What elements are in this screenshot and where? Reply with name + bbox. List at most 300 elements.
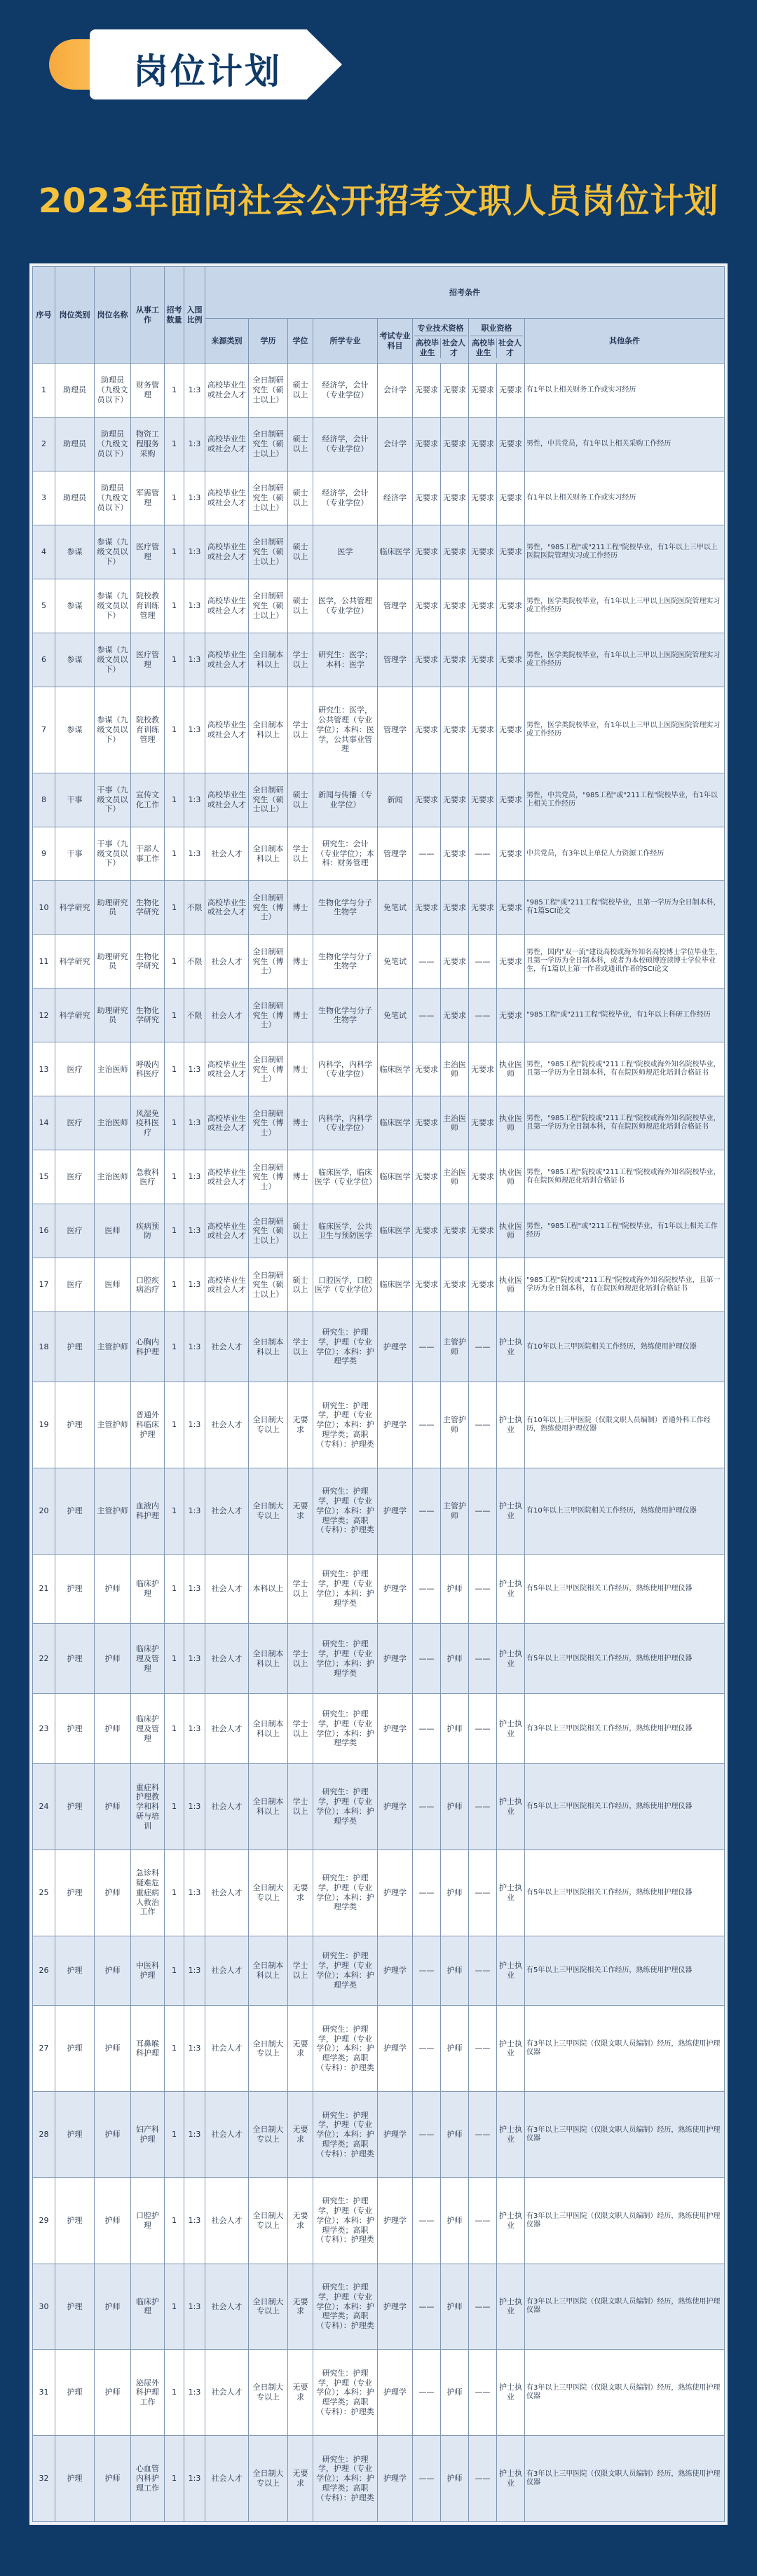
cell-count: 1 xyxy=(165,1096,184,1150)
cell-tech-social: 无要求 xyxy=(441,687,469,773)
cell-exam: 免笔试 xyxy=(378,989,413,1042)
cell-exam: 临床医学 xyxy=(378,1096,413,1150)
header-voc-high: 高校毕业生 xyxy=(470,338,497,358)
cell-education: 全日制研究生（博士） xyxy=(249,1150,288,1204)
cell-name: 主管护师 xyxy=(95,1312,131,1382)
cell-degree: 硕士以上 xyxy=(288,579,313,633)
cell-major: 研究生：护理学，护理（专业学位）；本科：护理学类；高职（专科）：护理类 xyxy=(313,2264,378,2350)
cell-ratio: 1:3 xyxy=(184,1850,205,1936)
cell-voc-high: —— xyxy=(469,1468,497,1554)
cell-voc-high: —— xyxy=(469,1624,497,1694)
cell-exam: 管理学 xyxy=(378,633,413,687)
cell-voc-high: —— xyxy=(469,1694,497,1764)
cell-tech-high: 无要求 xyxy=(413,417,441,471)
cell-exam: 管理学 xyxy=(378,687,413,773)
cell-source: 社会人才 xyxy=(205,2006,249,2092)
cell-work: 物资工程服务采购 xyxy=(131,417,165,471)
cell-count: 1 xyxy=(165,1850,184,1936)
cell-voc-high: —— xyxy=(469,1764,497,1850)
cell-name: 护师 xyxy=(95,2436,131,2522)
cell-major: 研究生：护理学，护理（专业学位）；本科：护理学类 xyxy=(313,1312,378,1382)
cell-name: 助理员（九级文员以下） xyxy=(95,471,131,525)
cell-tech-high: 无要求 xyxy=(413,633,441,687)
cell-category: 护理 xyxy=(55,1554,95,1624)
cell-seq: 31 xyxy=(33,2350,55,2436)
cell-source: 社会人才 xyxy=(205,2092,249,2178)
cell-name: 参谋（九级文员以下） xyxy=(95,633,131,687)
cell-work: 生物化学研究 xyxy=(131,881,165,935)
cell-voc-high: —— xyxy=(469,1554,497,1624)
cell-degree: 学士以上 xyxy=(288,1764,313,1850)
cell-name: 护师 xyxy=(95,2092,131,2178)
cell-category: 护理 xyxy=(55,1312,95,1382)
cell-tech-social: 主管护师 xyxy=(441,1312,469,1382)
cell-major: 研究生：护理学，护理（专业学位）；本科：护理学类 xyxy=(313,1694,378,1764)
cell-other: "985工程"或"211工程"院校毕业，有1年以上科研工作经历 xyxy=(525,989,725,1042)
cell-tech-social: 无要求 xyxy=(441,773,469,827)
cell-work: 心血管内科护理工作 xyxy=(131,2436,165,2522)
cell-degree: 博士 xyxy=(288,1150,313,1204)
cell-seq: 20 xyxy=(33,1468,55,1554)
table-row xyxy=(33,1850,725,1936)
cell-seq: 17 xyxy=(33,1258,55,1312)
cell-work: 生物化学研究 xyxy=(131,989,165,1042)
cell-voc-social: 无要求 xyxy=(497,687,525,773)
cell-work: 临床护理 xyxy=(131,1554,165,1624)
cell-count: 1 xyxy=(165,471,184,525)
cell-voc-social: 护士执业 xyxy=(497,1764,525,1850)
cell-voc-social: 护士执业 xyxy=(497,1694,525,1764)
cell-voc-high: —— xyxy=(469,935,497,989)
cell-ratio: 1:3 xyxy=(184,1312,205,1382)
header-conditions-group: 招考条件 xyxy=(205,267,725,319)
table-row xyxy=(33,579,725,633)
cell-education: 全日制研究生（博士） xyxy=(249,1042,288,1096)
cell-major: 生物化学与分子生物学 xyxy=(313,935,378,989)
cell-degree: 无要求 xyxy=(288,1850,313,1936)
cell-name: 参谋（九级文员以下） xyxy=(95,525,131,579)
cell-other: 男性，国内"双一流"建设高校或海外知名高校博士学位毕业生，且第一学历为全日制本科，或者为本校硕博连读博士学位毕业生，有1篇以上第一作者或通讯作者的SCI论文 xyxy=(525,935,725,989)
cell-voc-high: 无要求 xyxy=(469,579,497,633)
cell-voc-high: 无要求 xyxy=(469,471,497,525)
cell-other: 男性，"985工程"或"211工程"院校毕业，有1年以上三甲以上医院医院管理实习或工作经历 xyxy=(525,525,725,579)
cell-work: 临床护理及管理 xyxy=(131,1624,165,1694)
table-row xyxy=(33,687,725,773)
cell-seq: 10 xyxy=(33,881,55,935)
cell-source: 高校毕业生或社会人才 xyxy=(205,687,249,773)
cell-category: 护理 xyxy=(55,2264,95,2350)
cell-ratio: 1:3 xyxy=(184,773,205,827)
cell-ratio: 不限 xyxy=(184,935,205,989)
cell-category: 助理员 xyxy=(55,417,95,471)
cell-voc-social: 护士执业 xyxy=(497,1312,525,1382)
cell-education: 全日制研究生（硕士以上） xyxy=(249,417,288,471)
cell-voc-social: 无要求 xyxy=(497,881,525,935)
cell-other: 男性，"985工程"院校或"211工程"院校或海外知名院校毕业，且第一学历为全日制本科，有在院医师规范化培训合格证书 xyxy=(525,1096,725,1150)
cell-work: 血液内科护理 xyxy=(131,1468,165,1554)
cell-tech-high: 无要求 xyxy=(413,881,441,935)
cell-ratio: 1:3 xyxy=(184,2177,205,2264)
cell-exam: 护理学 xyxy=(378,1936,413,2006)
cell-exam: 临床医学 xyxy=(378,1204,413,1258)
cell-source: 社会人才 xyxy=(205,1468,249,1554)
cell-category: 医疗 xyxy=(55,1150,95,1204)
cell-other: 男性，医学类院校毕业，有1年以上三甲以上医院医院管理实习或工作经历 xyxy=(525,579,725,633)
cell-voc-social: 护士执业 xyxy=(497,2177,525,2264)
cell-name: 干事（九级文员以下） xyxy=(95,827,131,881)
cell-tech-social: 无要求 xyxy=(441,364,469,418)
cell-source: 社会人才 xyxy=(205,1382,249,1468)
table-row xyxy=(33,989,725,1042)
cell-ratio: 1:3 xyxy=(184,525,205,579)
cell-work: 临床护理 xyxy=(131,2264,165,2350)
cell-voc-social: 护士执业 xyxy=(497,2006,525,2092)
cell-major: 研究生：护理学，护理（专业学位）；本科：护理学类；高职（专科）：护理类 xyxy=(313,1382,378,1468)
table-row xyxy=(33,1042,725,1096)
cell-ratio: 1:3 xyxy=(184,471,205,525)
cell-voc-high: 无要求 xyxy=(469,1204,497,1258)
cell-major: 医学，公共管理（专业学位） xyxy=(313,579,378,633)
cell-degree: 硕士以上 xyxy=(288,417,313,471)
cell-category: 护理 xyxy=(55,2177,95,2264)
cell-voc-social: 无要求 xyxy=(497,935,525,989)
cell-exam: 护理学 xyxy=(378,2177,413,2264)
cell-work: 耳鼻喉科护理 xyxy=(131,2006,165,2092)
cell-degree: 无要求 xyxy=(288,2177,313,2264)
cell-tech-social: 无要求 xyxy=(441,1258,469,1312)
cell-name: 护师 xyxy=(95,1554,131,1624)
cell-tech-social: 无要求 xyxy=(441,579,469,633)
cell-voc-high: —— xyxy=(469,1850,497,1936)
cell-voc-social: 执业医师 xyxy=(497,1150,525,1204)
cell-name: 主治医师 xyxy=(95,1042,131,1096)
cell-ratio: 1:3 xyxy=(184,1694,205,1764)
cell-count: 1 xyxy=(165,417,184,471)
cell-major: 内科学，内科学（专业学位） xyxy=(313,1042,378,1096)
cell-tech-high: 无要求 xyxy=(413,1150,441,1204)
cell-other: 有10年以上三甲医院（仅限文职人员编制）普通外科工作经历，熟练使用护理仪器 xyxy=(525,1382,725,1468)
cell-other: 有3年以上三甲医院（仅限文职人员编制）经历，熟练使用护理仪器 xyxy=(525,2006,725,2092)
header-other: 其他条件 xyxy=(525,319,725,364)
cell-work: 急诊科疑难危重症病人救治工作 xyxy=(131,1850,165,1936)
cell-tech-social: 主治医师 xyxy=(441,1096,469,1150)
cell-exam: 护理学 xyxy=(378,2436,413,2522)
cell-other: 有5年以上三甲医院相关工作经历，熟练使用护理仪器 xyxy=(525,1850,725,1936)
header-voc-group xyxy=(469,319,525,364)
cell-voc-high: 无要求 xyxy=(469,773,497,827)
cell-other: 有5年以上三甲医院相关工作经历，熟练使用护理仪器 xyxy=(525,1624,725,1694)
cell-name: 主治医师 xyxy=(95,1096,131,1150)
cell-ratio: 1:3 xyxy=(184,2092,205,2178)
cell-seq: 28 xyxy=(33,2092,55,2178)
cell-source: 社会人才 xyxy=(205,2264,249,2350)
cell-tech-social: 主管护师 xyxy=(441,1468,469,1554)
cell-tech-social: 无要求 xyxy=(441,935,469,989)
cell-other: 男性，"985工程"或"211工程"院校毕业，有1年以上相关工作经历 xyxy=(525,1204,725,1258)
cell-education: 全日制研究生（硕士以上） xyxy=(249,579,288,633)
cell-voc-high: 无要求 xyxy=(469,881,497,935)
cell-education: 全日制大专以上 xyxy=(249,2092,288,2178)
cell-count: 1 xyxy=(165,1624,184,1694)
cell-other: 中共党员，有3年以上单位人力资源工作经历 xyxy=(525,827,725,881)
cell-category: 干事 xyxy=(55,827,95,881)
cell-count: 1 xyxy=(165,1312,184,1382)
cell-source: 高校毕业生或社会人才 xyxy=(205,1258,249,1312)
header-name: 岗位名称 xyxy=(95,267,131,364)
cell-tech-social: 主治医师 xyxy=(441,1042,469,1096)
cell-count: 1 xyxy=(165,525,184,579)
cell-education: 全日制大专以上 xyxy=(249,2177,288,2264)
cell-count: 1 xyxy=(165,2264,184,2350)
cell-exam: 临床医学 xyxy=(378,525,413,579)
cell-education: 全日制本科以上 xyxy=(249,1764,288,1850)
cell-category: 护理 xyxy=(55,1382,95,1468)
cell-source: 高校毕业生或社会人才 xyxy=(205,471,249,525)
cell-other: 有1年以上相关财务工作或实习经历 xyxy=(525,364,725,418)
cell-education: 全日制大专以上 xyxy=(249,2006,288,2092)
cell-major: 经济学，会计（专业学位） xyxy=(313,471,378,525)
cell-source: 社会人才 xyxy=(205,1764,249,1850)
cell-education: 全日制大专以上 xyxy=(249,1468,288,1554)
cell-voc-social: 无要求 xyxy=(497,364,525,418)
cell-count: 1 xyxy=(165,773,184,827)
table-row xyxy=(33,1936,725,2006)
cell-category: 医疗 xyxy=(55,1258,95,1312)
cell-major: 研究生：护理学，护理（专业学位）；本科：护理学类；高职（专科）：护理类 xyxy=(313,2006,378,2092)
header-tech-title: 专业技术资格 xyxy=(414,324,467,336)
cell-degree: 学士以上 xyxy=(288,1312,313,1382)
cell-count: 1 xyxy=(165,827,184,881)
cell-count: 1 xyxy=(165,1468,184,1554)
cell-exam: 管理学 xyxy=(378,579,413,633)
cell-voc-high: —— xyxy=(469,1382,497,1468)
cell-degree: 无要求 xyxy=(288,2006,313,2092)
cell-count: 1 xyxy=(165,1042,184,1096)
cell-seq: 4 xyxy=(33,525,55,579)
cell-seq: 24 xyxy=(33,1764,55,1850)
cell-count: 1 xyxy=(165,1694,184,1764)
cell-count: 1 xyxy=(165,633,184,687)
cell-seq: 7 xyxy=(33,687,55,773)
cell-voc-high: 无要求 xyxy=(469,1042,497,1096)
cell-seq: 6 xyxy=(33,633,55,687)
cell-tech-social: 护师 xyxy=(441,1624,469,1694)
cell-other: 有3年以上三甲医院（仅限文职人员编制）经历，熟练使用护理仪器 xyxy=(525,2436,725,2522)
cell-tech-high: —— xyxy=(413,2006,441,2092)
cell-education: 全日制研究生（硕士以上） xyxy=(249,1204,288,1258)
cell-ratio: 1:3 xyxy=(184,579,205,633)
cell-count: 1 xyxy=(165,1204,184,1258)
table-row xyxy=(33,2436,725,2522)
cell-category: 参谋 xyxy=(55,687,95,773)
cell-source: 高校毕业生或社会人才 xyxy=(205,1042,249,1096)
cell-count: 1 xyxy=(165,2350,184,2436)
cell-tech-high: 无要求 xyxy=(413,687,441,773)
cell-education: 全日制研究生（博士） xyxy=(249,989,288,1042)
cell-voc-high: —— xyxy=(469,2350,497,2436)
cell-tech-social: 护师 xyxy=(441,2350,469,2436)
cell-voc-high: 无要求 xyxy=(469,633,497,687)
header-voc-social: 社会人才 xyxy=(498,338,521,357)
cell-ratio: 1:3 xyxy=(184,1096,205,1150)
cell-ratio: 1:3 xyxy=(184,1936,205,2006)
cell-exam: 管理学 xyxy=(378,827,413,881)
cell-tech-social: 无要求 xyxy=(441,827,469,881)
cell-name: 参谋（九级文员以下） xyxy=(95,579,131,633)
cell-exam: 临床医学 xyxy=(378,1258,413,1312)
cell-count: 1 xyxy=(165,364,184,418)
header-degree: 学位 xyxy=(288,319,313,364)
cell-source: 社会人才 xyxy=(205,1624,249,1694)
cell-name: 护师 xyxy=(95,1936,131,2006)
cell-tech-high: 无要求 xyxy=(413,1042,441,1096)
cell-major: 医学 xyxy=(313,525,378,579)
cell-category: 护理 xyxy=(55,2006,95,2092)
cell-exam: 护理学 xyxy=(378,2006,413,2092)
cell-exam: 新闻 xyxy=(378,773,413,827)
cell-work: 宣传文化工作 xyxy=(131,773,165,827)
cell-category: 护理 xyxy=(55,1764,95,1850)
cell-tech-high: 无要求 xyxy=(413,1096,441,1150)
cell-other: 男性，中共党员，有1年以上相关采购工作经历 xyxy=(525,417,725,471)
cell-tech-social: 护师 xyxy=(441,1936,469,2006)
cell-education: 全日制本科以上 xyxy=(249,687,288,773)
cell-exam: 护理学 xyxy=(378,2092,413,2178)
cell-ratio: 1:3 xyxy=(184,1764,205,1850)
cell-exam: 会计学 xyxy=(378,364,413,418)
cell-category: 科学研究 xyxy=(55,935,95,989)
cell-voc-social: 护士执业 xyxy=(497,1382,525,1468)
header-tech-group xyxy=(413,319,469,364)
cell-degree: 无要求 xyxy=(288,2092,313,2178)
cell-tech-high: —— xyxy=(413,2350,441,2436)
cell-name: 主管护师 xyxy=(95,1468,131,1554)
cell-major: 临床医学，公共卫生与预防医学 xyxy=(313,1204,378,1258)
cell-work: 临床护理及管理 xyxy=(131,1694,165,1764)
cell-count: 1 xyxy=(165,579,184,633)
cell-name: 护师 xyxy=(95,1764,131,1850)
cell-exam: 护理学 xyxy=(378,1312,413,1382)
cell-voc-social: 护士执业 xyxy=(497,2350,525,2436)
cell-ratio: 1:3 xyxy=(184,2264,205,2350)
cell-voc-social: 无要求 xyxy=(497,525,525,579)
cell-other: 男性，中共党员，"985工程"或"211工程"院校毕业，有1年以上相关工作经历 xyxy=(525,773,725,827)
cell-voc-social: 执业医师 xyxy=(497,1258,525,1312)
cell-ratio: 不限 xyxy=(184,989,205,1042)
cell-work: 干部人事工作 xyxy=(131,827,165,881)
cell-exam: 护理学 xyxy=(378,1850,413,1936)
cell-category: 医疗 xyxy=(55,1042,95,1096)
cell-major: 研究生：护理学，护理（专业学位）；本科：护理学类 xyxy=(313,1764,378,1850)
cell-source: 社会人才 xyxy=(205,1850,249,1936)
cell-degree: 博士 xyxy=(288,935,313,989)
cell-other: "985工程"或"211工程"院校毕业，且第一学历为全日制本科，有1篇SCI论文 xyxy=(525,881,725,935)
cell-count: 1 xyxy=(165,2092,184,2178)
cell-degree: 博士 xyxy=(288,1042,313,1096)
cell-name: 护师 xyxy=(95,2006,131,2092)
cell-ratio: 1:3 xyxy=(184,1042,205,1096)
table-row xyxy=(33,1764,725,1850)
cell-name: 主管护师 xyxy=(95,1382,131,1468)
cell-education: 全日制本科以上 xyxy=(249,1936,288,2006)
cell-category: 参谋 xyxy=(55,525,95,579)
cell-ratio: 1:3 xyxy=(184,1258,205,1312)
cell-source: 社会人才 xyxy=(205,989,249,1042)
header-voc-title: 职业资格 xyxy=(470,324,523,336)
cell-ratio: 1:3 xyxy=(184,364,205,418)
cell-education: 全日制研究生（硕士以上） xyxy=(249,773,288,827)
cell-count: 1 xyxy=(165,1936,184,2006)
cell-degree: 学士以上 xyxy=(288,827,313,881)
table-row xyxy=(33,1694,725,1764)
cell-degree: 学士以上 xyxy=(288,687,313,773)
cell-education: 全日制大专以上 xyxy=(249,1850,288,1936)
cell-count: 1 xyxy=(165,1554,184,1624)
cell-tech-high: —— xyxy=(413,1468,441,1554)
cell-ratio: 1:3 xyxy=(184,2350,205,2436)
cell-voc-social: 执业医师 xyxy=(497,1096,525,1150)
cell-tech-social: 护师 xyxy=(441,1554,469,1624)
cell-source: 高校毕业生或社会人才 xyxy=(205,881,249,935)
cell-major: 生物化学与分子生物学 xyxy=(313,989,378,1042)
cell-major: 新闻与传播（专业学位） xyxy=(313,773,378,827)
cell-major: 经济学，会计（专业学位） xyxy=(313,364,378,418)
cell-work: 中医科护理 xyxy=(131,1936,165,2006)
cell-ratio: 1:3 xyxy=(184,1554,205,1624)
cell-name: 助理研究员 xyxy=(95,881,131,935)
table-row xyxy=(33,773,725,827)
cell-tech-social: 无要求 xyxy=(441,881,469,935)
cell-voc-high: 无要求 xyxy=(469,417,497,471)
cell-count: 1 xyxy=(165,2177,184,2264)
cell-source: 社会人才 xyxy=(205,1554,249,1624)
cell-category: 科学研究 xyxy=(55,989,95,1042)
cell-tech-high: —— xyxy=(413,1382,441,1468)
cell-voc-social: 护士执业 xyxy=(497,2264,525,2350)
cell-source: 高校毕业生或社会人才 xyxy=(205,1096,249,1150)
table-row xyxy=(33,2092,725,2178)
cell-name: 护师 xyxy=(95,2350,131,2436)
cell-other: 有5年以上三甲医院相关工作经历，熟练使用护理仪器 xyxy=(525,1936,725,2006)
cell-name: 助理员（九级文员以下） xyxy=(95,364,131,418)
cell-tech-social: 护师 xyxy=(441,2177,469,2264)
cell-voc-social: 护士执业 xyxy=(497,2092,525,2178)
cell-source: 高校毕业生或社会人才 xyxy=(205,525,249,579)
cell-voc-high: —— xyxy=(469,2006,497,2092)
header-seq: 序号 xyxy=(33,267,55,364)
table-row xyxy=(33,471,725,525)
cell-voc-social: 无要求 xyxy=(497,417,525,471)
cell-exam: 护理学 xyxy=(378,1468,413,1554)
cell-tech-social: 主管护师 xyxy=(441,1382,469,1468)
cell-work: 财务管理 xyxy=(131,364,165,418)
cell-work: 风湿免疫科医疗 xyxy=(131,1096,165,1150)
cell-other: 有3年以上三甲医院（仅限文职人员编制）经历，熟练使用护理仪器 xyxy=(525,2092,725,2178)
cell-tech-social: 主治医师 xyxy=(441,1150,469,1204)
cell-ratio: 1:3 xyxy=(184,2436,205,2522)
cell-work: 医疗管理 xyxy=(131,525,165,579)
cell-seq: 15 xyxy=(33,1150,55,1204)
cell-degree: 硕士以上 xyxy=(288,773,313,827)
cell-tech-social: 护师 xyxy=(441,1694,469,1764)
cell-degree: 无要求 xyxy=(288,1382,313,1468)
cell-voc-high: —— xyxy=(469,989,497,1042)
cell-major: 研究生：护理学，护理（专业学位）；本科：护理学类 xyxy=(313,1936,378,2006)
cell-category: 护理 xyxy=(55,2350,95,2436)
cell-tech-social: 护师 xyxy=(441,2092,469,2178)
cell-work: 重症科护理教学和科研与培训 xyxy=(131,1764,165,1850)
cell-seq: 16 xyxy=(33,1204,55,1258)
